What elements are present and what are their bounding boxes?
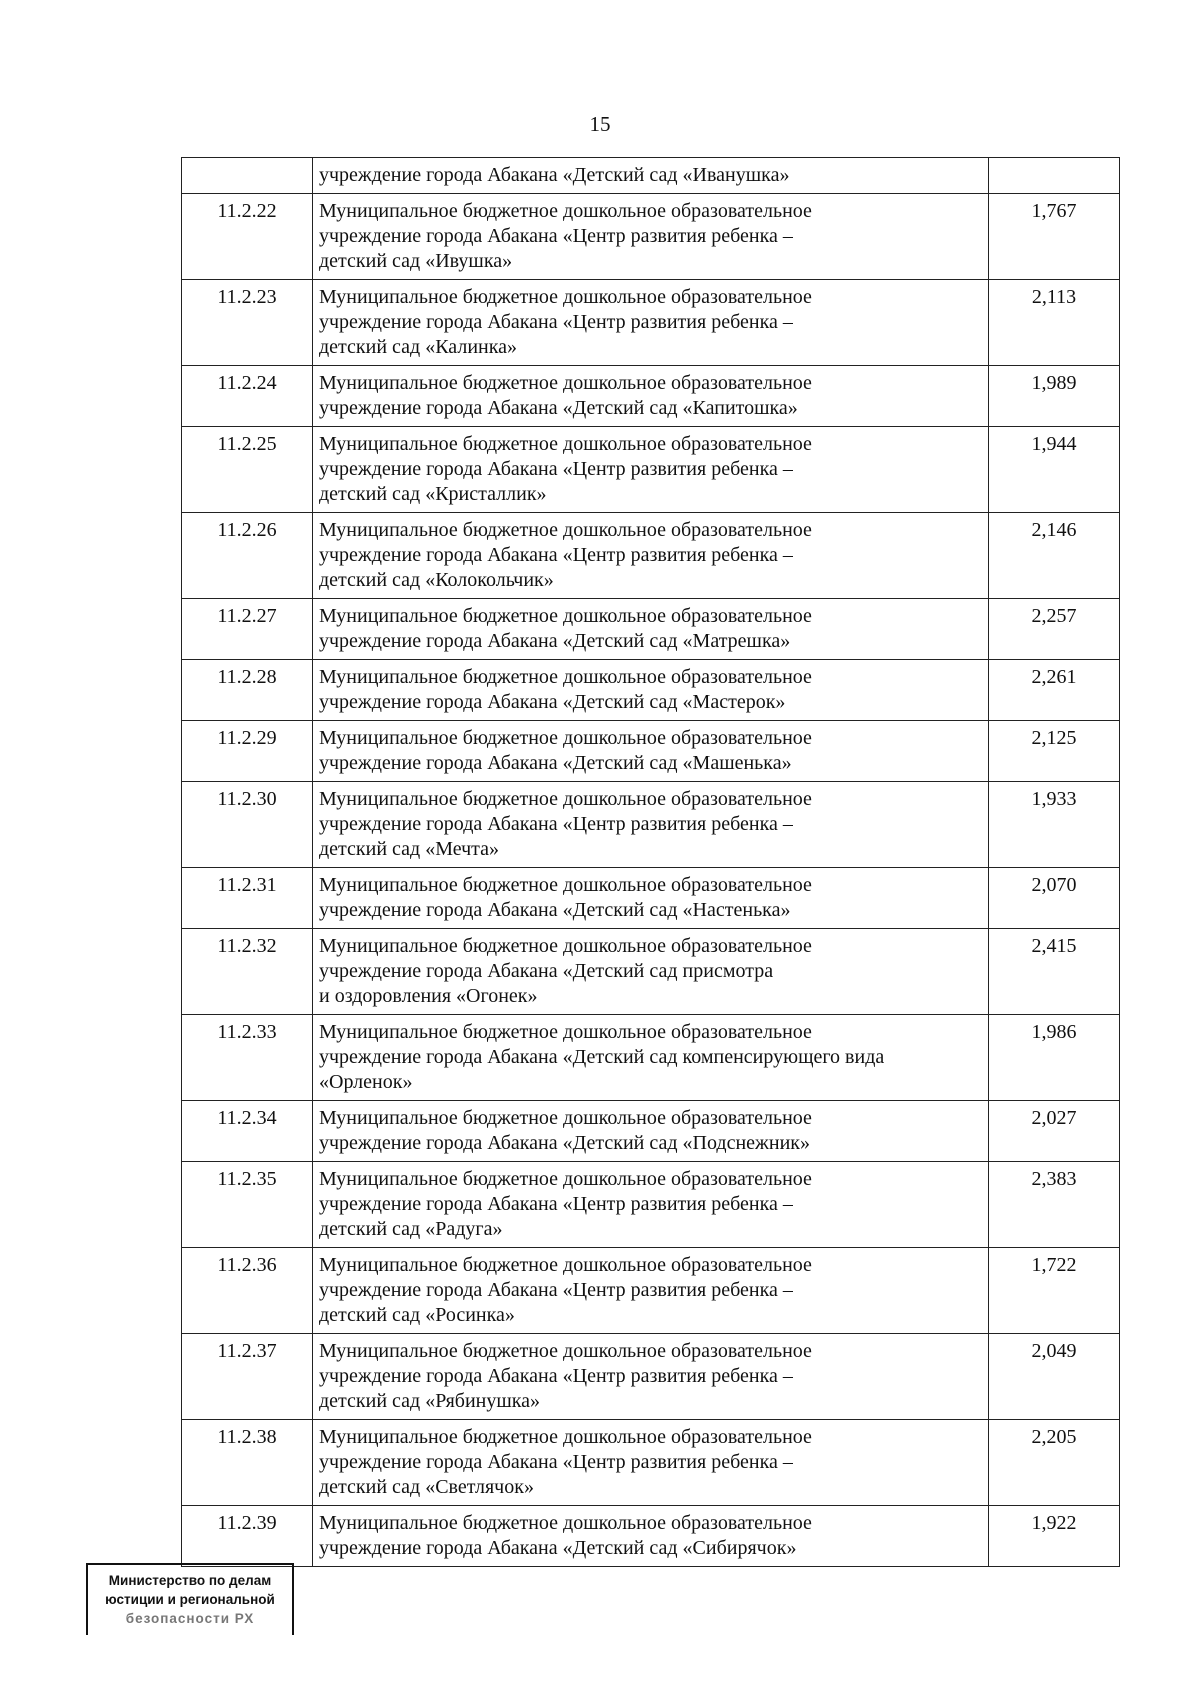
stamp-line-1: Министерство по делам [108, 1573, 272, 1588]
table-row [182, 1334, 1120, 1420]
institution-name [313, 660, 989, 721]
table-row [182, 280, 1120, 366]
institution-name-line: Муниципальное бюджетное дошкольное образовательное [319, 519, 812, 541]
institution-name-line: учреждение города Абакана «Детский сад компенсирующего вида [319, 1046, 885, 1068]
institution-name-line: учреждение города Абакана «Центр развития ребенка – [319, 1451, 793, 1473]
institution-name-line: детский сад «Светлячок» [319, 1476, 534, 1498]
row-number: 11.2.39 [182, 1506, 313, 1567]
table-row [182, 599, 1120, 660]
coefficient-value: 1,986 [989, 1015, 1120, 1101]
stamp-line-2: юстиции и региональной [105, 1592, 275, 1607]
row-number: 11.2.22 [182, 194, 313, 280]
table-row [182, 427, 1120, 513]
table-row [182, 660, 1120, 721]
institution-name-line: Муниципальное бюджетное дошкольное образовательное [319, 1254, 812, 1276]
table-row [182, 1506, 1120, 1567]
row-number: 11.2.36 [182, 1248, 313, 1334]
row-number: 11.2.28 [182, 660, 313, 721]
row-number: 11.2.37 [182, 1334, 313, 1420]
institution-name [313, 1420, 989, 1506]
table-row [182, 1420, 1120, 1506]
institution-name-line: учреждение города Абакана «Детский сад «Сибирячок» [319, 1537, 797, 1559]
row-number: 11.2.24 [182, 366, 313, 427]
page-number: 15 [589, 112, 611, 136]
institution-name-line: учреждение города Абакана «Детский сад «Настенька» [319, 899, 791, 921]
institution-name-line: Муниципальное бюджетное дошкольное образовательное [319, 874, 812, 896]
coefficient-value: 2,049 [989, 1334, 1120, 1420]
institution-name [313, 1248, 989, 1334]
row-number: 11.2.30 [182, 782, 313, 868]
table-row [182, 1162, 1120, 1248]
table-row [182, 513, 1120, 599]
institution-name-line: Муниципальное бюджетное дошкольное образовательное [319, 1168, 812, 1190]
table-row [182, 1248, 1120, 1334]
coefficient-value: 1,989 [989, 366, 1120, 427]
institution-name [313, 427, 989, 513]
institution-name-line: Муниципальное бюджетное дошкольное образовательное [319, 727, 812, 749]
coefficient-value: 2,146 [989, 513, 1120, 599]
table-row [182, 782, 1120, 868]
institution-name-line: детский сад «Кристаллик» [319, 483, 547, 505]
institution-name-line: «Орленок» [319, 1071, 413, 1093]
coefficient-value [989, 158, 1120, 194]
coefficient-value: 2,205 [989, 1420, 1120, 1506]
row-number: 11.2.35 [182, 1162, 313, 1248]
institution-name [313, 513, 989, 599]
institution-name-line: Муниципальное бюджетное дошкольное образовательное [319, 605, 812, 627]
table-row [182, 194, 1120, 280]
row-number: 11.2.34 [182, 1101, 313, 1162]
institution-name-line: Муниципальное бюджетное дошкольное образовательное [319, 1340, 812, 1362]
stamp-line-3: безопасности РХ [125, 1611, 255, 1626]
institution-name-line: Муниципальное бюджетное дошкольное образовательное [319, 286, 812, 308]
row-number: 11.2.31 [182, 868, 313, 929]
institution-name-line: учреждение города Абакана «Детский сад «Машенька» [319, 752, 792, 774]
institution-name-line: Муниципальное бюджетное дошкольное образовательное [319, 788, 812, 810]
table-row [182, 929, 1120, 1015]
institution-name-line: детский сад «Калинка» [319, 336, 518, 358]
institution-name-line: детский сад «Мечта» [319, 838, 500, 860]
institution-name-line: учреждение города Абакана «Детский сад «Капитошка» [319, 397, 798, 419]
institution-name-line: учреждение города Абакана «Центр развития ребенка – [319, 225, 793, 247]
institution-name [313, 1506, 989, 1567]
coefficient-value: 2,415 [989, 929, 1120, 1015]
row-number: 11.2.27 [182, 599, 313, 660]
institution-name-line: детский сад «Росинка» [319, 1304, 515, 1326]
institution-name-line: и оздоровления «Огонек» [319, 985, 538, 1007]
coefficient-value: 2,257 [989, 599, 1120, 660]
row-number: 11.2.29 [182, 721, 313, 782]
coefficient-value: 2,070 [989, 868, 1120, 929]
institution-name-line: Муниципальное бюджетное дошкольное образовательное [319, 1107, 812, 1129]
coefficient-value: 2,383 [989, 1162, 1120, 1248]
institutions-table [181, 157, 1120, 1567]
institution-name-line: Муниципальное бюджетное дошкольное образовательное [319, 666, 812, 688]
row-number [182, 158, 313, 194]
institution-name-line: учреждение города Абакана «Центр развития ребенка – [319, 1365, 793, 1387]
row-number: 11.2.25 [182, 427, 313, 513]
institution-name [313, 599, 989, 660]
coefficient-value: 1,922 [989, 1506, 1120, 1567]
table-row [182, 158, 1120, 194]
institution-name-line: Муниципальное бюджетное дошкольное образовательное [319, 200, 812, 222]
institution-name-line: Муниципальное бюджетное дошкольное образовательное [319, 1021, 812, 1043]
table-row [182, 868, 1120, 929]
row-number: 11.2.32 [182, 929, 313, 1015]
row-number: 11.2.38 [182, 1420, 313, 1506]
institution-name-line: Муниципальное бюджетное дошкольное образовательное [319, 1426, 812, 1448]
institution-name [313, 158, 989, 194]
coefficient-value: 1,767 [989, 194, 1120, 280]
institution-name-line: учреждение города Абакана «Детский сад «Матрешка» [319, 630, 791, 652]
institution-name-line: Муниципальное бюджетное дошкольное образовательное [319, 1512, 812, 1534]
institution-name [313, 1162, 989, 1248]
institution-name [313, 194, 989, 280]
institution-name [313, 1101, 989, 1162]
institution-name-line: детский сад «Ивушка» [319, 250, 513, 272]
institution-name-line: учреждение города Абакана «Центр развития ребенка – [319, 544, 793, 566]
row-number: 11.2.26 [182, 513, 313, 599]
institution-name [313, 1015, 989, 1101]
institution-name-line: детский сад «Колокольчик» [319, 569, 554, 591]
institution-name-line: учреждение города Абакана «Детский сад «Иванушка» [319, 164, 790, 186]
institution-name [313, 366, 989, 427]
coefficient-value: 2,113 [989, 280, 1120, 366]
institution-name-line: учреждение города Абакана «Детский сад «Подснежник» [319, 1132, 810, 1154]
coefficient-value: 1,722 [989, 1248, 1120, 1334]
institution-name [313, 280, 989, 366]
institution-name [313, 929, 989, 1015]
table-row [182, 366, 1120, 427]
institution-name-line: учреждение города Абакана «Детский сад «Мастерок» [319, 691, 786, 713]
table-body [182, 158, 1120, 1567]
table-row [182, 1101, 1120, 1162]
institution-name-line: детский сад «Рябинушка» [319, 1390, 541, 1412]
table-row [182, 721, 1120, 782]
institution-name [313, 1334, 989, 1420]
institution-name-line: учреждение города Абакана «Центр развития ребенка – [319, 458, 793, 480]
institution-name-line: Муниципальное бюджетное дошкольное образовательное [319, 433, 812, 455]
table-row [182, 1015, 1120, 1101]
institution-name-line: учреждение города Абакана «Центр развития ребенка – [319, 1279, 793, 1301]
institution-name-line: учреждение города Абакана «Центр развития ребенка – [319, 311, 793, 333]
coefficient-value: 1,933 [989, 782, 1120, 868]
institution-name-line: Муниципальное бюджетное дошкольное образовательное [319, 935, 812, 957]
coefficient-value: 1,944 [989, 427, 1120, 513]
institution-name-line: детский сад «Радуга» [319, 1218, 503, 1240]
row-number: 11.2.33 [182, 1015, 313, 1101]
institution-name [313, 721, 989, 782]
ministry-stamp [86, 1563, 294, 1635]
row-number: 11.2.23 [182, 280, 313, 366]
institution-name-line: Муниципальное бюджетное дошкольное образовательное [319, 372, 812, 394]
institution-name-line: учреждение города Абакана «Центр развития ребенка – [319, 1193, 793, 1215]
institution-name [313, 782, 989, 868]
coefficient-value: 2,125 [989, 721, 1120, 782]
institution-name-line: учреждение города Абакана «Детский сад присмотра [319, 960, 774, 982]
institution-name-line: учреждение города Абакана «Центр развития ребенка – [319, 813, 793, 835]
coefficient-value: 2,027 [989, 1101, 1120, 1162]
coefficient-value: 2,261 [989, 660, 1120, 721]
institution-name [313, 868, 989, 929]
